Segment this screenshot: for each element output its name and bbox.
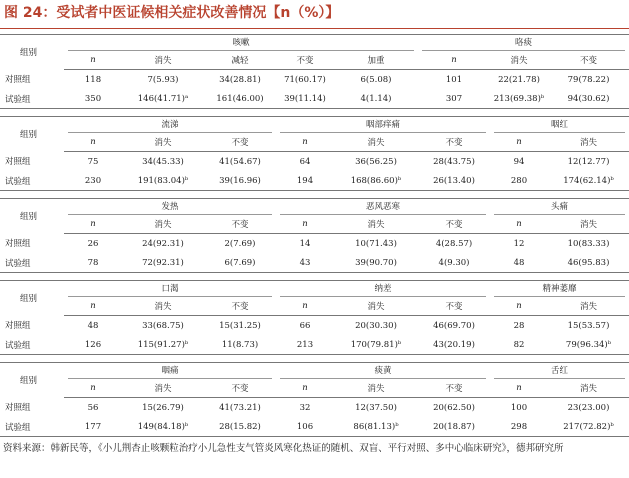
row-label: 对照组 (5, 403, 31, 414)
row-label: 试验组 (0, 253, 64, 273)
title-divider (0, 28, 629, 29)
block-thirst-appetite-spirit (0, 281, 629, 298)
table-row (0, 234, 629, 254)
col-header: 消失 (334, 297, 418, 316)
col-header: 消失 (122, 51, 204, 70)
table-row (0, 152, 629, 172)
n-header: n (490, 133, 548, 152)
symptom-name: 头痛 (494, 200, 625, 215)
table-cell: 20(62.50) (433, 402, 475, 413)
n-header: n (490, 297, 548, 316)
table-cell: 126 (64, 335, 122, 355)
col-header: 消失 (334, 215, 418, 234)
symptom-name: 流涕 (68, 118, 272, 133)
table-cell: 20(18.87) (418, 417, 490, 437)
table-cell: 24(92.31) (142, 238, 184, 249)
table-cell: 41(73.21) (219, 402, 261, 413)
table-cell: 115(91.27)ᵇ (122, 335, 204, 355)
table-cell: 56 (87, 402, 99, 413)
table-cell: 78 (64, 253, 122, 273)
table-row (0, 316, 629, 336)
symptom-name: 恶风恶寒 (280, 200, 486, 215)
symptom-name: 咯痰 (422, 36, 625, 51)
col-header: 消失 (548, 215, 629, 234)
table-cell: 146(41.71)ᵃ (122, 89, 204, 109)
table-cell: 15(26.79) (142, 402, 184, 413)
symptom-name: 痰黄 (280, 364, 486, 379)
row-label: 试验组 (0, 89, 64, 109)
col-header: 加重 (334, 51, 418, 70)
symptom-name: 咽痛 (68, 364, 272, 379)
table-cell: 72(92.31) (122, 253, 204, 273)
col-header: 消失 (334, 133, 418, 152)
table-cell: 118 (84, 74, 102, 85)
block-cough-sputum (0, 35, 629, 117)
table-cell: 2(7.69) (224, 238, 256, 249)
table-row (0, 335, 629, 355)
symptom-name: 咽部痒痛 (280, 118, 486, 133)
table-row (0, 398, 629, 418)
table-cell: 75 (87, 156, 99, 167)
col-header: 消失 (122, 215, 204, 234)
table-cell: 106 (276, 417, 334, 437)
table-cell: 213 (276, 335, 334, 355)
table-cell: 11(8.73) (204, 335, 276, 355)
table-cell: 298 (490, 417, 548, 437)
table-cell: 48 (87, 320, 99, 331)
col-header: 不变 (418, 215, 490, 234)
source-note: 资料来源：韩新民等，《小儿荆杏止咳颗粒治疗小儿急性支气管炎风寒化热证的随机、双盲、平行对照、多中心临床研究》，德邦研究所 (3, 443, 564, 454)
row-label: 对照组 (5, 321, 31, 332)
symptom-table (0, 34, 629, 437)
col-header: 消失 (548, 133, 629, 152)
symptom-name: 纳差 (280, 282, 486, 297)
table-cell: 43(20.19) (418, 335, 490, 355)
table-cell: 28 (513, 320, 525, 331)
table-cell: 20(30.30) (355, 320, 397, 331)
table-cell: 64 (299, 156, 311, 167)
col-header: 不变 (418, 133, 490, 152)
table-cell: 71(60.17) (284, 74, 326, 85)
n-header: n (64, 215, 122, 234)
table-cell: 28(43.75) (433, 156, 475, 167)
col-header: 消失 (334, 379, 418, 398)
table-cell: 10(83.33) (567, 238, 610, 249)
n-header: n (64, 133, 122, 152)
table-cell: 86(81.13)ᵇ (334, 417, 418, 437)
table-row (0, 253, 629, 273)
table-cell: 4(1.14) (334, 89, 418, 109)
row-label: 对照组 (5, 239, 31, 250)
table-cell: 36(56.25) (355, 156, 397, 167)
n-header: n (64, 51, 122, 70)
symptom-name: 发热 (68, 200, 272, 215)
table-row (0, 70, 629, 90)
col-header: 不变 (548, 51, 629, 70)
table-cell: 4(9.30) (418, 253, 490, 273)
row-label: 对照组 (5, 75, 31, 86)
n-header: n (490, 215, 548, 234)
row-label: 试验组 (0, 335, 64, 355)
symptom-name: 咳嗽 (68, 36, 414, 51)
table-cell: 48 (490, 253, 548, 273)
table-cell: 100 (510, 402, 528, 413)
table-cell: 350 (64, 89, 122, 109)
table-cell: 4(28.57) (435, 238, 473, 249)
row-label: 试验组 (0, 417, 64, 437)
n-header: n (418, 51, 490, 70)
group-header: 组别 (0, 117, 64, 152)
table-cell: 79(78.22) (567, 74, 610, 85)
symptom-table-container (0, 34, 629, 437)
block-nasal-throat (0, 117, 629, 134)
table-cell: 39(16.96) (204, 171, 276, 191)
table-cell: 149(84.18)ᵇ (122, 417, 204, 437)
col-header: 不变 (418, 297, 490, 316)
table-cell: 14 (299, 238, 311, 249)
table-row (0, 417, 629, 437)
table-cell: 177 (64, 417, 122, 437)
table-cell: 79(96.34)ᵇ (548, 335, 629, 355)
table-cell: 6(5.08) (360, 74, 392, 85)
symptom-name: 精神萎靡 (494, 282, 625, 297)
col-header: 不变 (204, 379, 276, 398)
n-header: n (490, 379, 548, 398)
table-cell: 33(68.75) (142, 320, 184, 331)
table-cell: 12(37.50) (355, 402, 397, 413)
table-cell: 26 (87, 238, 99, 249)
table-cell: 34(28.81) (219, 74, 261, 85)
table-cell: 28(15.82) (204, 417, 276, 437)
col-header: 不变 (276, 51, 334, 70)
table-cell: 170(79.81)ᵇ (334, 335, 418, 355)
col-header: 消失 (122, 379, 204, 398)
table-cell: 12(12.77) (567, 156, 610, 167)
table-cell: 94(30.62) (548, 89, 629, 109)
col-header: 不变 (418, 379, 490, 398)
col-header: 不变 (204, 297, 276, 316)
col-header: 不变 (204, 133, 276, 152)
table-cell: 23(23.00) (567, 402, 610, 413)
table-cell: 6(7.69) (204, 253, 276, 273)
row-label: 对照组 (5, 157, 31, 168)
table-cell: 82 (490, 335, 548, 355)
symptom-name: 咽红 (494, 118, 625, 133)
col-header: 消失 (548, 379, 629, 398)
table-cell: 168(86.60)ᵇ (334, 171, 418, 191)
table-cell: 66 (299, 320, 311, 331)
table-cell: 43 (276, 253, 334, 273)
table-cell: 39(90.70) (334, 253, 418, 273)
table-cell: 15(31.25) (219, 320, 261, 331)
table-cell: 32 (299, 402, 311, 413)
row-label: 试验组 (0, 171, 64, 191)
col-header: 减轻 (204, 51, 276, 70)
table-cell: 194 (276, 171, 334, 191)
table-cell: 12 (513, 238, 525, 249)
table-cell: 34(45.33) (142, 156, 184, 167)
table-row (0, 171, 629, 191)
n-header: n (276, 379, 334, 398)
symptom-name: 口渴 (68, 282, 272, 297)
n-header: n (276, 215, 334, 234)
table-cell: 46(69.70) (433, 320, 475, 331)
group-header: 组别 (0, 199, 64, 234)
table-cell: 280 (490, 171, 548, 191)
table-row (0, 89, 629, 109)
table-cell: 217(72.82)ᵇ (548, 417, 629, 437)
table-cell: 22(21.78) (498, 74, 540, 85)
table-cell: 10(71.43) (355, 238, 397, 249)
table-cell: 7(5.93) (147, 74, 179, 85)
table-cell: 39(11.14) (276, 89, 334, 109)
table-cell: 230 (64, 171, 122, 191)
symptom-name: 舌红 (494, 364, 625, 379)
group-header: 组别 (0, 363, 64, 398)
block-fever-chill-headache (0, 199, 629, 216)
table-cell: 161(46.00) (204, 89, 276, 109)
block-sorethroat-phlegm-tongue (0, 363, 629, 380)
n-header: n (64, 379, 122, 398)
table-cell: 15(53.57) (567, 320, 610, 331)
table-cell: 26(13.40) (418, 171, 490, 191)
col-header: 消失 (548, 297, 629, 316)
col-header: 消失 (122, 133, 204, 152)
col-header: 消失 (122, 297, 204, 316)
table-cell: 94 (513, 156, 525, 167)
triple-symptom-blocks (0, 117, 629, 437)
table-cell: 41(54.67) (219, 156, 261, 167)
table-cell: 191(83.04)ᵇ (122, 171, 204, 191)
col-header: 消失 (490, 51, 548, 70)
n-header: n (276, 133, 334, 152)
group-header: 组别 (0, 281, 64, 316)
group-header: 组别 (0, 35, 64, 70)
n-header: n (276, 297, 334, 316)
figure-title: 图 24：受试者中医证候相关症状改善情况【n（%）】 (4, 5, 340, 21)
n-header: n (64, 297, 122, 316)
table-cell: 307 (418, 89, 490, 109)
col-header: 不变 (204, 215, 276, 234)
table-cell: 174(62.14)ᵇ (548, 171, 629, 191)
table-cell: 101 (445, 74, 463, 85)
table-cell: 46(95.83) (548, 253, 629, 273)
table-cell: 213(69.38)ᵇ (490, 89, 548, 109)
